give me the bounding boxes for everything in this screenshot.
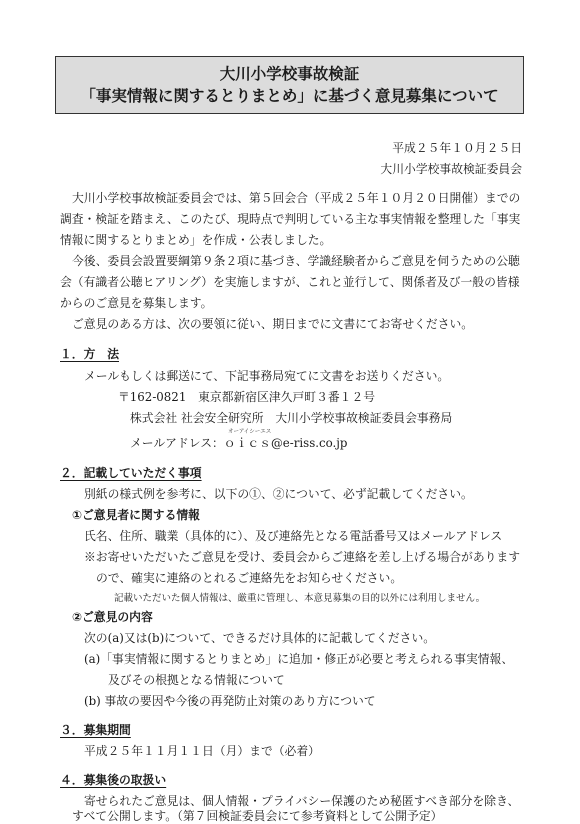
section2-sub2-heading: ②ご意見の内容	[72, 610, 153, 624]
section2-heading: ２．記載していただく事項	[60, 466, 202, 480]
title-line1: 大川小学校事故検証	[219, 65, 360, 83]
section1-heading: １．方 法	[60, 347, 119, 361]
intro-p1-line2: 調査・検証を踏まえ、このたび、現時点で判明している主な事実情報を整理した「事実	[60, 212, 521, 226]
intro-p2-line3: からのご意見を募集します。	[60, 296, 213, 310]
intro-p1-line1: 大川小学校事故検証委員会では、第５回会合（平成２５年１０月２０日開催）までの	[72, 191, 521, 205]
section2-sub1-line2: ※お寄せいただいたご意見を受け、委員会からご連絡を差し上げる場合があります	[84, 550, 521, 564]
section2-sub2-a2: 及びその根拠となる情報について	[108, 673, 285, 687]
section2-sub2-line1: 次の(a)又は(b)について、できるだけ具体的に記載してください。	[84, 631, 436, 645]
section1-company: 株式会社 社会安全研究所 大川小学校事故検証委員会事務局	[130, 411, 453, 425]
email-label: メールアドレス：	[130, 436, 224, 450]
intro-p2-line2: 会（有識者公聴ヒアリング）を実施しますが、これと並行して、関係者及び一般の皆様	[60, 275, 520, 289]
intro-p1-line3: 情報に関するとりまとめ」を作成・公表しました。	[60, 233, 332, 247]
email-line	[130, 435, 347, 451]
section4-line2: すべて公開します。（第７回検証委員会にて参考資料として公開予定）	[72, 809, 443, 823]
section2-sub2-a1: (a)「事実情報に関するとりまとめ」に追加・修正が必要と考えられる事実情報、	[84, 652, 514, 666]
section2-sub2-b: (b) 事故の要因や今後の再発防止対策のあり方について	[84, 694, 376, 708]
organization: 大川小学校事故検証委員会	[380, 162, 522, 176]
section2-line1: 別紙の様式例を参考に、以下の①、②について、必ず記載してください。	[84, 487, 473, 501]
email-ruby: オーアイシーエス	[228, 429, 272, 435]
section4-heading: ４．募集後の取扱い	[60, 773, 167, 787]
section2-sub1-note: 記載いただいた個人情報は、厳重に管理し、本意見募集の目的以外には利用しません。	[114, 593, 486, 604]
section1-line1: メールもしくは郵送にて、下記事務局宛てに文書をお送りください。	[84, 369, 450, 383]
section3-heading: ３．募集期間	[60, 723, 131, 737]
section1-address: 〒162-0821 東京都新宿区津久戸町３番１２号	[118, 390, 376, 404]
email-address: ｏｉｃｓ@e-riss.co.jp	[223, 436, 348, 450]
intro-p2-line1: 今後、委員会設置要綱第９条２項に基づき、学識経験者からご意見を伺うための公聴	[72, 254, 520, 268]
intro-p3: ご意見のある方は、次の要領に従い、期日までに文書にてお寄せください。	[72, 317, 474, 331]
section2-sub1-line1: 氏名、住所、職業（具体的に）、及び連絡先となる電話番号又はメールアドレス	[84, 529, 503, 543]
title-box	[55, 56, 524, 114]
date: 平成２５年１０月２５日	[392, 141, 522, 155]
section2-sub1-line3: ので、確実に連絡のとれるご連絡先をお知らせください。	[96, 571, 403, 585]
title-line2: 「事実情報に関するとりまとめ」に基づく意見募集について	[80, 87, 499, 105]
section4-line1: 寄せられたご意見は、個人情報・プライバシー保護のため秘匿すべき部分を除き、	[84, 794, 520, 808]
section2-sub1-heading: ①ご意見者に関する情報	[72, 508, 200, 522]
section3-line1: 平成２５年１１月１１日（月）まで（必着）	[84, 744, 320, 758]
